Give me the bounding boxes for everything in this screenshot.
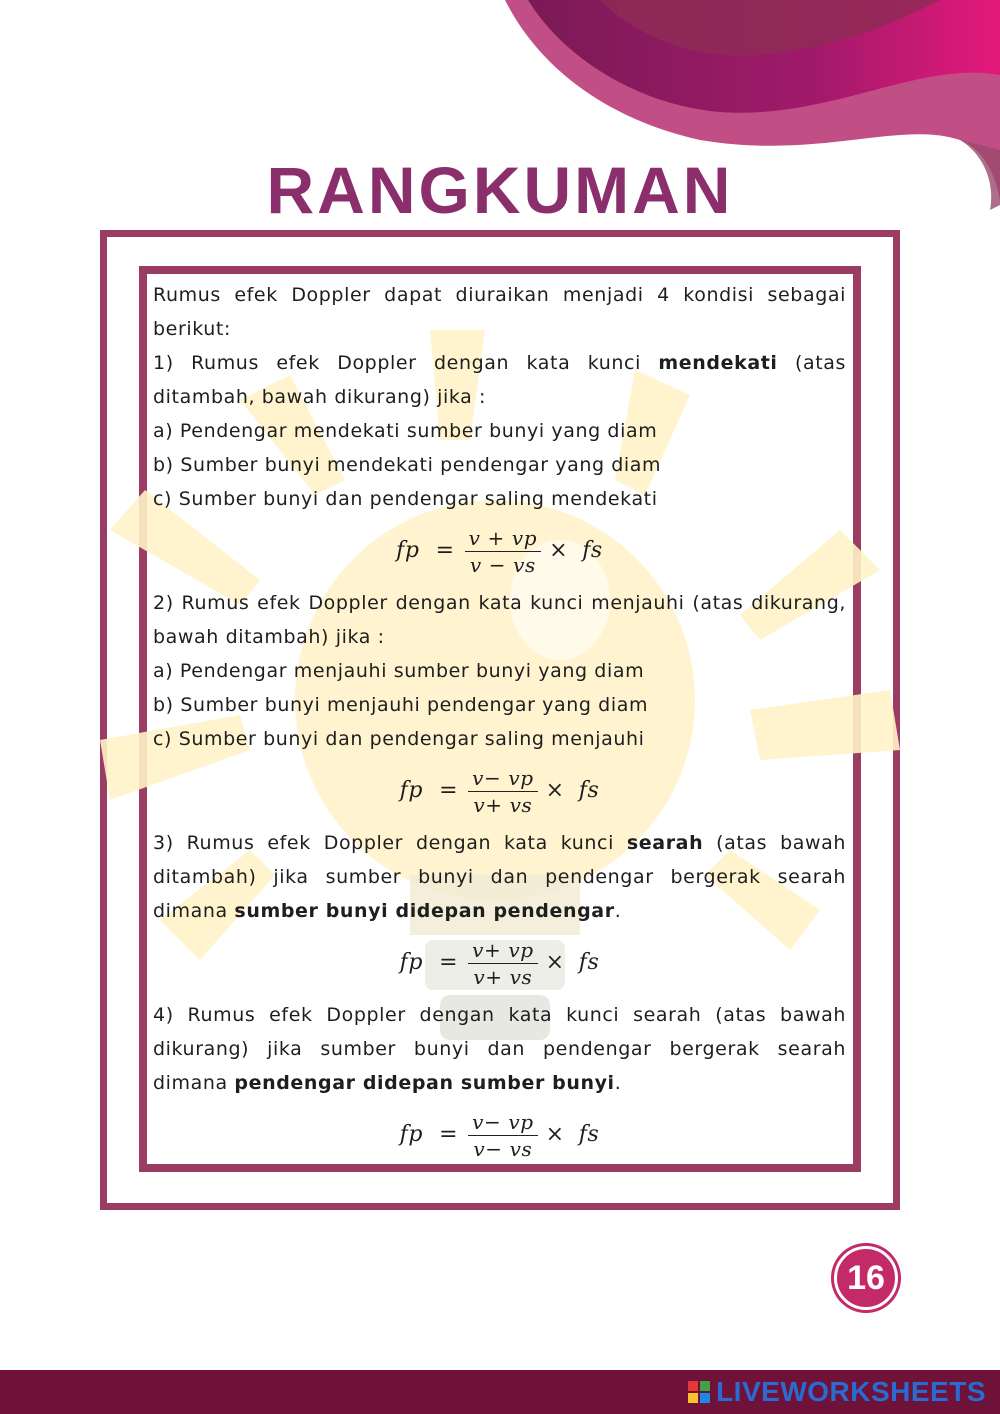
equals-sign: = — [435, 538, 455, 563]
liveworksheets-logo-icon — [688, 1381, 710, 1403]
brand-link[interactable] — [688, 1376, 986, 1408]
formula-1-fraction — [465, 526, 541, 577]
page-number-badge: 16 — [834, 1246, 898, 1310]
section-1-keyword: mendekati — [658, 352, 778, 374]
formula-4-lhs: fp — [399, 1122, 424, 1147]
formula-3 — [153, 934, 846, 992]
formula-2-numerator: v− vp — [468, 766, 538, 792]
formula-1-rhs: fs — [582, 538, 603, 563]
formula-1-numerator: v + vp — [465, 526, 541, 552]
section-3-keyword: searah — [626, 832, 704, 854]
page-title: RANGKUMAN — [266, 153, 734, 227]
section-1-heading — [153, 346, 846, 414]
formula-1-lhs: fp — [396, 538, 420, 563]
section-3-lead: 3) Rumus efek Doppler dengan kata kunci — [153, 832, 627, 854]
formula-3-numerator: v+ vp — [468, 938, 538, 964]
section-1-item-b: b) Sumber bunyi mendekati pendengar yang diam — [153, 454, 662, 476]
section-1-lead: 1) Rumus efek Doppler dengan kata kunci — [153, 352, 659, 374]
times-sign: × — [545, 778, 565, 803]
formula-4-rhs: fs — [578, 1122, 600, 1147]
section-4-paragraph — [153, 998, 846, 1100]
formula-3-lhs: fp — [399, 950, 424, 975]
formula-2-lhs: fp — [399, 778, 424, 803]
equals-sign: = — [439, 778, 459, 803]
formula-4-numerator: v− vp — [468, 1110, 538, 1136]
equals-sign: = — [439, 1122, 459, 1147]
formula-3-denominator: v+ vs — [473, 964, 533, 989]
formula-4 — [153, 1106, 846, 1164]
section-1-item-c: c) Sumber bunyi dan pendengar saling mendekati — [153, 488, 658, 510]
formula-1-denominator: v − vs — [469, 552, 536, 577]
times-sign: × — [545, 1122, 565, 1147]
footer-bar — [0, 1370, 1000, 1414]
formula-3-fraction — [468, 938, 538, 989]
section-3-mid: (atas bawah ditambah) jika sumber bunyi dan pendengar bergerak searah dimana — [153, 832, 847, 922]
section-1-item-a: a) Pendengar mendekati sumber bunyi yang diam — [153, 420, 658, 442]
times-sign: × — [545, 950, 565, 975]
formula-3-rhs: fs — [578, 950, 600, 975]
formula-4-fraction — [468, 1110, 538, 1161]
section-3-end: . — [614, 900, 622, 922]
section-3-bold-end: sumber bunyi didepan pendengar — [234, 900, 615, 922]
summary-content — [153, 278, 846, 1170]
section-4-bold-end: pendengar didepan sumber bunyi — [234, 1072, 615, 1094]
section-4-end: . — [614, 1072, 622, 1094]
brand-name: LIVEWORKSHEETS — [716, 1376, 986, 1407]
formula-2-rhs: fs — [578, 778, 600, 803]
formula-2 — [153, 762, 846, 820]
section-2-heading: 2) Rumus efek Doppler dengan kata kunci menjauhi (atas dikurang, bawah ditambah) jika : — [153, 592, 846, 648]
section-2-item-c: c) Sumber bunyi dan pendengar saling menjauhi — [153, 728, 645, 750]
section-2-item-a: a) Pendengar menjauhi sumber bunyi yang diam — [153, 660, 645, 682]
times-sign: × — [549, 538, 569, 563]
section-2-item-b: b) Sumber bunyi menjauhi pendengar yang diam — [153, 694, 649, 716]
section-3-paragraph — [153, 826, 846, 928]
formula-2-fraction — [468, 766, 538, 817]
section-4-lead: 4) Rumus efek Doppler dengan kata kunci searah (atas bawah dikurang) jika sumber bunyi dan pendengar bergerak searah dimana — [153, 1004, 846, 1094]
equals-sign: = — [439, 950, 459, 975]
section-1-tail: (atas ditambah, bawah dikurang) jika : — [153, 352, 847, 408]
formula-1 — [153, 522, 846, 580]
formula-4-denominator: v− vs — [473, 1136, 533, 1161]
formula-2-denominator: v+ vs — [473, 792, 533, 817]
intro-paragraph: Rumus efek Doppler dapat diuraikan menjadi 4 kondisi sebagai berikut: — [153, 284, 846, 340]
